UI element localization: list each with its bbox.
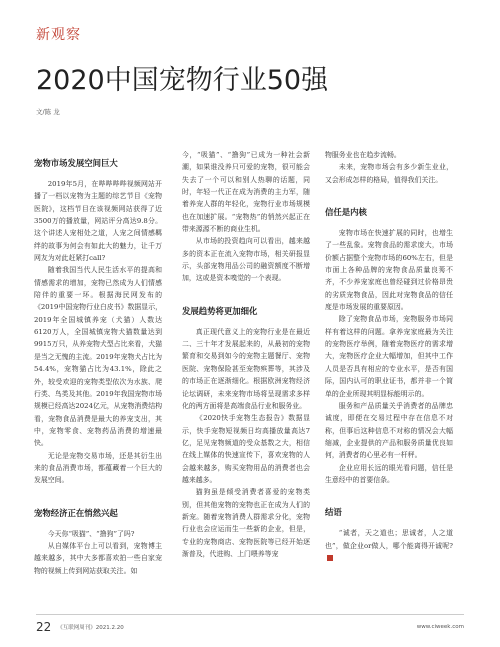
paragraph: 宠物市场在快速扩展的同时，也增生了一些乱象。宠物食品的需求庞大，市场价额占据整个宠物市场的60%左右，但是市面上各种品牌的宠物食品质量良莠不齐，不少养宠家庭也曾经碰到过价格昂贵的劣质宠物食品，因此对宠物食品的信任度是市场发展的重要原因。 [325,229,453,312]
article-column-2 [182,149,310,560]
issue-info: 《互联网周刊》2021.2.20 [57,625,124,631]
section-label: 新观察 [36,27,81,43]
article-column-1 [34,149,162,577]
section-heading: 宠物市场发展空间巨大 [34,158,118,168]
article-title: 2020中国宠物行业50强 [36,65,329,96]
paragraph: 《2020快手宠物生态报告》数据显示，快手宠物短视频日均高播放量高达7亿，足见宠物频道的受众基数之大，相信在线上媒体的快速宣传下，喜欢宠物的人会越来越多，购买宠物用品的消费者也会越来越多。 [182,414,310,484]
closing-paragraph [325,527,453,564]
article-column-3 [325,149,453,564]
page-number: 22 [36,620,52,634]
section-heading: 发展趋势将更加细化 [182,305,258,316]
author-byline: 文/陈 龙 [36,108,60,116]
footer-left [36,620,124,634]
paragraph: 除了宠物食品市场，宠物服务市场同样有着这样的问题。拿养宠家庭最为关注的宠物医疗举例，随着宠物医疗的需求增大，宠物医疗企业大幅增加，但其中工作人员是否具有相应的专业水平，是否有国际，国内认可的职业证书，都并非一个简单的企业所现其明显标能明示的。 [325,315,453,398]
website-link[interactable]: www.ciweek.com [416,624,464,630]
paragraph: 企业应用长远的眼光看问题，信任是生意经中的首要信条。 [325,463,453,484]
paragraph: 随着我国当代人民生活水平的提高和情感需求的增加，宠物已然成为人们情感陪伴的重要一环。根据海民网发布的《2019中国宠物行业白皮书》数据显示，2019年全国城镇养宠（犬猫）人数达6120万人，全国城镇宠物犬猫数量达到9915万只，从养宠物犬型占比来看，犬猫是当之无愧的主流。2019年宠物犬占比为54.4%，宠物猫占比为43.1%，除此之外，较受欢迎的宠物类型依次为水族、爬行类、鸟类及其他。2019年我国宠物市场规模已经高达2024亿元，从宠物消费结构看，宠物食品消费是最大的养宠支出，其中，宠物零食、宠物药品消费的增速最快。 [34,266,162,448]
paragraph: 未来，宠物市场会有多少新生业业，又会形成怎样的格局，值得我们关注。 [325,163,453,184]
paragraph: 今天你“吸猫”、“撸狗”了吗? [47,529,135,538]
paragraph: 服务和产品质量关乎消费者的品牌忠诚度，即便在交易过程中存在信息不对称，但事后这种信息不对称的情况会大幅缩减，企业提供的产品和服务质量优良如何，消费者的心里必有一杆秤。 [325,401,453,460]
paragraph: 猫狗虽是倾受消费者喜爱的宠物类别，但其他宠物的宠物也正在成为人们的新宠。随着宠物消费人群需求分化，宠物行业也会应运而生一些新的企业，但是，专业的宠物商店、宠物医院等已经开始逐渐普及，代进购、上门喂养等宠 [182,488,310,558]
end-of-article-icon [327,555,333,561]
paragraph: 今，“吸猫”、“撸狗”已成为一种社会新潮，如果谁没养只可爱的宠物，很可能会失去了一个可以和别人热聊的话题，同时，年轻一代正在成为消费的主力军，随着养宠人群的年轻化，宠物行业市场规模也在加速扩展。“宠物热”的悄然兴起正在带来源源不断的商业生机。 [182,151,310,234]
section-heading: 宠物经济正在悄然兴起 [34,507,118,518]
paragraph-text: “诚者，天之道也；思诚者，人之道也”，做企业or做人，哪个能离得开诚呢? [325,529,453,550]
paragraph: 从自媒体平台上可以看到，宠物博主越来越多，其中大多都喜欢拍一些自家宠物的视频上传到网站获取关注。如 [34,541,162,575]
section-heading: 结语 [325,507,342,518]
paragraph: 真正现代意义上的宠物行业是在最近二、三十年才发展起来的，从最初的宠物繁育和交易到如今的宠物主题餐厅、宠物医院、宠物保险甚至宠物殡葬等，其涉及的市场正在逐渐细化。根据欧洲宠物经济论坛调研，未来宠物市场将呈现需求多样化的两方面将是高端食品行业和服务业。 [182,327,310,410]
paragraph: 物服务业也在趋步流畅。 [325,151,401,159]
paragraph: 无论是宠物交易市场，还是其衍生出来的食品消费市场，都蕴藏着一个巨大的发展空间。 [34,451,162,485]
paragraph: 2019年5月，在哔哔哔哔视频网站开播了一档以宠物为主题的综艺节目《宠物医院》，这档节目在该视频网站获得了近3500万的播放量，网站评分高达9.8分。这个讲述人宠相处之道，人宠之间情感羁绊的故事为何会有如此大的魅力，让千万网友为对此赶紧打call? [34,180,162,263]
section-heading: 信任是内核 [325,207,367,218]
page-footer [36,614,464,634]
paragraph: 从市场的投资趋向可以看出，越来越多的资本正在流入宠物市场，相关研报显示，头部宠物用品公司的融资额度不断增加，这或是资本嗅觉的一个表现。 [182,237,310,283]
